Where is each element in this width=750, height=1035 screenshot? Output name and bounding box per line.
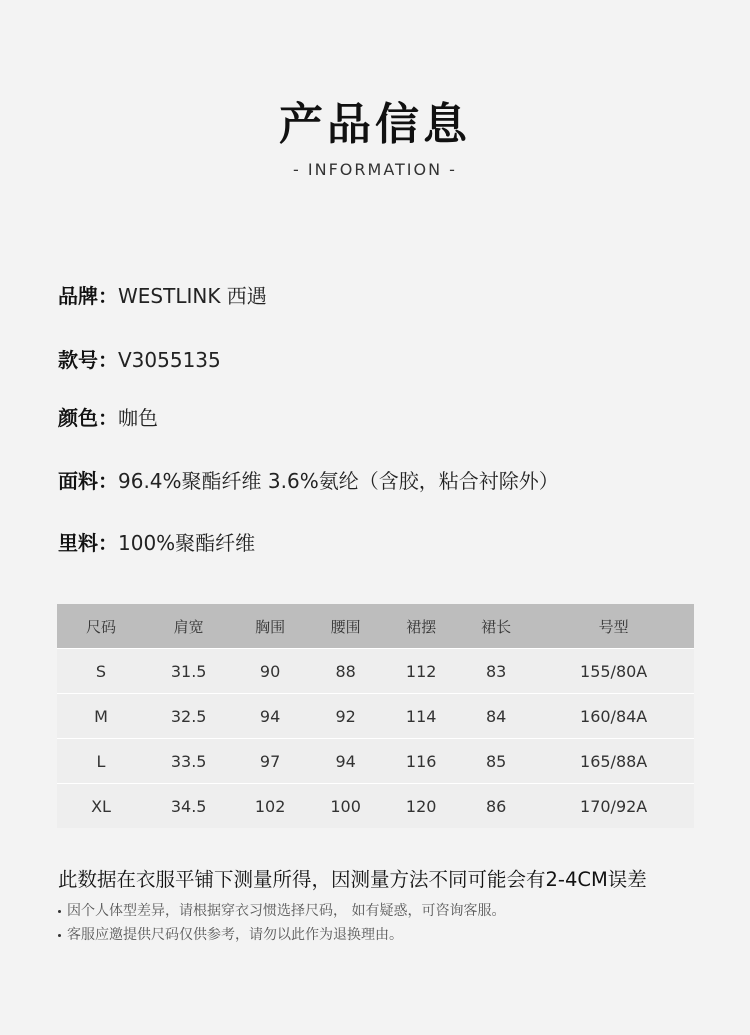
info-value: WESTLINK 西遇 [118,284,267,308]
table-cell: 92 [308,694,384,739]
info-row-style-number [58,344,221,373]
bullet-icon [58,934,61,937]
table-row [57,739,694,784]
header-length: 裙长 [459,604,533,649]
header-fit: 号型 [533,604,694,649]
table-cell: 85 [459,739,533,784]
measurement-note: 此数据在衣服平铺下测量所得，因测量方法不同可能会有2-4CM误差 [58,868,647,891]
size-table-header [57,604,694,649]
table-cell: 88 [308,649,384,694]
header-size: 尺码 [57,604,145,649]
table-cell: XL [57,784,145,829]
table-cell: 100 [308,784,384,829]
info-row-lining [58,527,255,556]
size-table [57,604,694,828]
page-subtitle: - INFORMATION - [293,160,457,179]
note-item [58,900,505,920]
table-cell: 114 [383,694,459,739]
info-key: 面料： [58,469,118,493]
info-key: 品牌： [58,284,118,308]
table-cell: 86 [459,784,533,829]
table-cell: 90 [232,649,308,694]
header-bust: 胸围 [232,604,308,649]
table-cell: 94 [308,739,384,784]
table-cell: 32.5 [145,694,232,739]
table-cell: 116 [383,739,459,784]
table-cell: 97 [232,739,308,784]
table-cell: 112 [383,649,459,694]
header-waist: 腰围 [308,604,384,649]
table-cell: 34.5 [145,784,232,829]
table-row [57,694,694,739]
bullet-icon [58,910,61,913]
table-cell: S [57,649,145,694]
info-row-brand [58,280,267,309]
table-cell: 102 [232,784,308,829]
info-row-fabric [58,465,559,494]
table-cell: 170/92A [533,784,694,829]
table-row [57,784,694,829]
note-text: 客服应邀提供尺码仅供参考，请勿以此作为退换理由。 [67,927,403,943]
table-cell: 120 [383,784,459,829]
info-value: V3055135 [118,348,221,372]
table-cell: M [57,694,145,739]
info-key: 款号： [58,348,118,372]
header-shoulder: 肩宽 [145,604,232,649]
info-key: 颜色： [58,406,118,430]
note-text: 因个人体型差异，请根据穿衣习惯选择尺码， 如有疑惑，可咨询客服。 [67,903,506,919]
table-cell: 155/80A [533,649,694,694]
note-item [58,924,403,944]
info-key: 里料： [58,531,118,555]
table-cell: 33.5 [145,739,232,784]
table-cell: L [57,739,145,784]
table-cell: 84 [459,694,533,739]
table-cell: 31.5 [145,649,232,694]
header-hem: 裙摆 [383,604,459,649]
table-row [57,649,694,694]
info-value: 咖色 [118,406,158,430]
table-cell: 160/84A [533,694,694,739]
table-cell: 165/88A [533,739,694,784]
table-cell: 94 [232,694,308,739]
table-cell: 83 [459,649,533,694]
info-row-color [58,402,158,431]
info-value: 96.4%聚酯纤维 3.6%氨纶（含胶，粘合衬除外） [118,469,559,493]
info-value: 100%聚酯纤维 [118,531,256,555]
page-title: 产品信息 [279,99,471,150]
